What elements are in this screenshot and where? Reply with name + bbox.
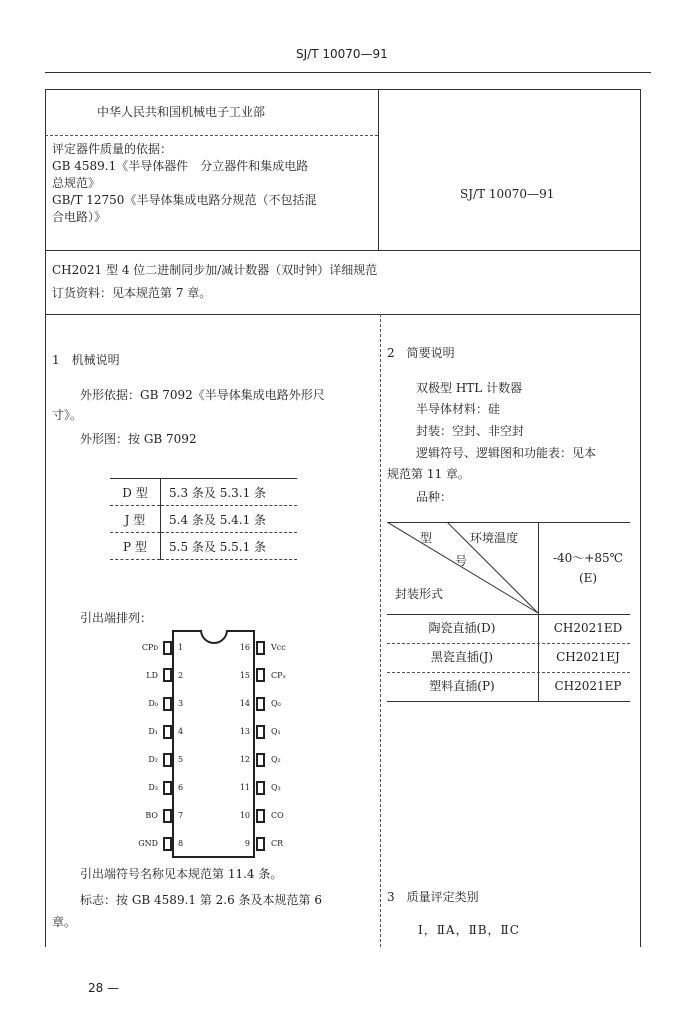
pin-name-3: D₀ (148, 699, 158, 708)
basis-block (52, 141, 316, 226)
desc-line: 双极型 HTL 计数器 (416, 381, 523, 395)
pin-box (256, 781, 265, 795)
pin-number-12: 12 (239, 755, 250, 764)
order-info: 订货资料：见本规范第 7 章。 (52, 286, 212, 300)
ministry-rule (45, 135, 378, 136)
variety-temp-range: -40～+85℃ (552, 551, 624, 565)
pin-number-8: 8 (178, 839, 184, 848)
desc-line: 规范第 11 章。 (387, 467, 470, 481)
basis-line: 评定器件质量的依据： (52, 142, 173, 156)
pin-name-13: Q₁ (271, 727, 281, 736)
pin-box (256, 668, 265, 682)
frame-divider-top (378, 89, 379, 250)
pin-name-10: CO (271, 811, 284, 820)
pin-box (163, 781, 172, 795)
frame-right (640, 89, 641, 947)
pin-box (256, 725, 265, 739)
pin-name-7: BO (145, 811, 158, 820)
pin-box (163, 725, 172, 739)
frame-top (45, 89, 641, 90)
pin-box (163, 697, 172, 711)
section1-title: 1 机械说明 (52, 353, 120, 367)
pin-box (256, 837, 265, 851)
variety-hdr-type: 型 (420, 531, 433, 545)
variety-temp-code: (E) (578, 571, 598, 585)
pin-name-16: Vcc (271, 643, 286, 652)
variety-table-bottom (387, 701, 630, 702)
pin-name-6: D₃ (148, 783, 158, 792)
pin-number-10: 10 (239, 811, 250, 820)
outline-line: 寸》。 (52, 408, 83, 422)
pin-box (163, 809, 172, 823)
basis-line: GB/T 12750《半导体集成电路分规范（不包括混 (52, 193, 317, 207)
outline-drawing: 外形图：按 GB 7092 (80, 432, 197, 446)
pin-name-4: D₁ (148, 727, 158, 736)
table-row (110, 506, 297, 533)
pin-box (256, 753, 265, 767)
variety-row-rule (387, 643, 630, 644)
pin-box (256, 641, 265, 655)
pin-number-11: 11 (239, 783, 250, 792)
pin-box (163, 753, 172, 767)
package-ref: 5.4 条及 5.4.1 条 (161, 506, 298, 533)
pin-number-15: 15 (239, 671, 250, 680)
package-ref: 5.5 条及 5.5.1 条 (161, 533, 298, 560)
marking-line: 章。 (52, 915, 77, 929)
pin-name-2: LD (146, 671, 158, 680)
pin-number-1: 1 (178, 643, 184, 652)
desc-line: 逻辑符号、逻辑图和功能表：见本 (416, 446, 597, 460)
pin-box (163, 837, 172, 851)
desc-line: 封装：空封、非空封 (416, 424, 525, 438)
pin-name-15: CPᵤ (271, 671, 286, 680)
pin-name-12: Q₂ (271, 755, 281, 764)
variety-hdr-number: 号 (455, 554, 468, 568)
header-rule (45, 72, 651, 73)
pin-name-9: CR (271, 839, 284, 848)
outline-line: 外形依据：GB 7092《半导体集成电路外形尺 (80, 388, 325, 402)
variety-pkg: 黑瓷直插(J) (430, 650, 494, 664)
doc-id-right: SJ/T 10070—91 (460, 187, 555, 201)
ic-package-outline (172, 630, 255, 858)
pin-number-6: 6 (178, 783, 184, 792)
pin-number-3: 3 (178, 699, 184, 708)
pin-name-5: D₂ (148, 755, 158, 764)
package-type: P 型 (110, 533, 161, 560)
package-type: D 型 (110, 479, 161, 506)
quality-classes: Ⅰ，ⅡA，ⅡB，ⅡC (418, 923, 520, 937)
header-doc-id: SJ/T 10070—91 (296, 47, 388, 61)
pin-number-2: 2 (178, 671, 184, 680)
page-number: 28 — (88, 981, 120, 995)
pin-number-4: 4 (178, 727, 184, 736)
pin-number-5: 5 (178, 755, 184, 764)
pin-number-7: 7 (178, 811, 184, 820)
table-row (110, 533, 297, 560)
section2-title: 2 简要说明 (387, 346, 455, 360)
pin-box (163, 668, 172, 682)
ministry-name: 中华人民共和国机械电子工业部 (97, 105, 266, 119)
variety-pkg: 陶瓷直插(D) (428, 621, 496, 635)
package-table (110, 478, 297, 560)
variety-hdr-pkg: 封装形式 (395, 587, 444, 601)
pin-name-14: Q₀ (271, 699, 281, 708)
variety-part: CH2021EJ (556, 650, 620, 664)
variety-header-rule (387, 614, 630, 615)
variety-label: 品种： (416, 490, 453, 504)
pinout-label: 引出端排列： (80, 611, 153, 625)
frame-mid-1 (45, 250, 641, 251)
package-ref: 5.3 条及 5.3.1 条 (161, 479, 298, 506)
variety-pkg: 塑料直插(P) (429, 679, 495, 693)
table-row (110, 479, 297, 506)
basis-line: GB 4589.1《半导体器件 分立器件和集成电路 (52, 159, 309, 173)
variety-part: CH2021ED (553, 621, 623, 635)
variety-part: CH2021EP (554, 679, 622, 693)
pin-number-14: 14 (239, 699, 250, 708)
basis-line: 合电路）》 (52, 210, 107, 224)
column-divider (380, 314, 381, 947)
section3-title: 3 质量评定类别 (387, 890, 479, 904)
pin-name-8: GND (138, 839, 158, 848)
ic-notch (199, 629, 229, 645)
frame-left (45, 89, 46, 947)
pin-name-1: CPᴅ (141, 643, 158, 652)
spec-title: CH2021 型 4 位二进制同步加/减计数器（双时钟）详细规范 (52, 263, 378, 277)
package-type: J 型 (110, 506, 161, 533)
pin-name-11: Q₃ (271, 783, 281, 792)
pin-names-note: 引出端符号名称见本规范第 11.4 条。 (80, 867, 283, 881)
pin-box (256, 697, 265, 711)
pin-number-9: 9 (244, 839, 250, 848)
pin-box (163, 641, 172, 655)
variety-hdr-temp: 环境温度 (470, 531, 519, 545)
pin-box (256, 809, 265, 823)
desc-line: 半导体材料：硅 (416, 402, 501, 416)
marking-line: 标志：按 GB 4589.1 第 2.6 条及本规范第 6 (80, 893, 322, 907)
frame-mid-2 (45, 314, 641, 315)
variety-row-rule (387, 672, 630, 673)
pin-number-13: 13 (239, 727, 250, 736)
basis-line: 总规范》 (52, 176, 101, 190)
pin-number-16: 16 (239, 643, 250, 652)
